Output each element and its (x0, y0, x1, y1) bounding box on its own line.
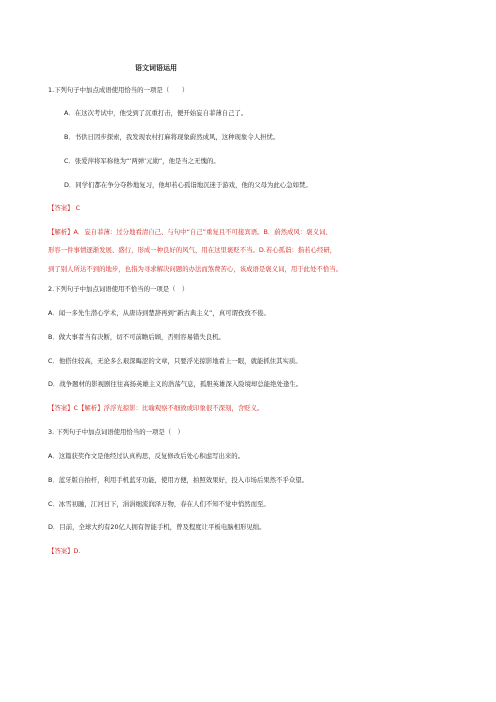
question-1-analysis-line: 到了别人所达不到的地步，也指为寻求解决问题的办法而煞费苦心，该成语是褒义词，用于此处不恰当。 (48, 265, 342, 273)
question-1-analysis-line: 【解析】A．妄自菲薄：过分地看清自己、与句中“自己”重复且不可接宾语。B．蔚然成风：褒义词、 (48, 228, 332, 236)
question-3-option-c: C．冰雪初融，江河日下，涓涓细流润泽万物，春在人们不知不觉中悄然而至。 (48, 500, 270, 508)
question-3-option-b: B．蓝牙版自拍杆，利用手机蓝牙功能，使用方便，拍照效果好，投入市场后果然不乎众望。 (48, 476, 309, 484)
question-2-option-a: A．闻一多先生潜心学术，从唐诗到楚辞再到“新古典主义”，真可谓孜孜不倦。 (48, 309, 270, 317)
question-1-answer: 【答案】 C (48, 204, 81, 212)
question-3-option-d: D．目前，全球大约有20亿人拥有智能手机，曾及程度让平板电脑相形见绌。 (48, 523, 266, 531)
question-1-option-d: D．同学们都在争分夺秒地复习，他却若心孤诣地沉迷于游戏，他的父母为此心急如焚。 (64, 181, 312, 189)
question-1-analysis-line: 形容一件事情逐渐发展、盛行，形成一种良好的风气，用在这里褒贬不当。D.若心孤诣：指若心经研， (48, 246, 337, 254)
question-2-option-b: B．做大事者当有决断，切不可前瞻后顾，否则容易错失良机。 (48, 333, 225, 341)
question-1-stem: 1.下列句子中加点成语使用恰当的一项是（ ） (48, 86, 189, 94)
question-3-option-a: A．这篇获奖作文是他经过认真构思，反复修改后处心积虑写出来的。 (48, 452, 245, 460)
question-1-option-a: A．在这次考试中，他受到了沉重打击，便开始妄自菲薄自己了。 (64, 109, 248, 117)
question-2-answer: 【答案】C【解析】浮浮光掠影：比喻观察不细致或印象很不深刻，含贬义。 (48, 404, 264, 412)
question-2-option-c: C．他搭住较高，无论多么艰深晦涩的文章，只要浮光掠影地看上一眼，就能抓住其实质。 (48, 357, 302, 365)
question-2-option-d: D．战争题材的影视剧往往高扬英雄主义的浩荡气息，孤胆英雄深入险境却总能绝处逢生。 (48, 380, 303, 388)
question-1-option-b: B．书供日因步探索，我发现农村打麻将现象蔚然成风，这种现象令人担忧。 (64, 133, 280, 141)
question-1-option-c: C．张爱萍将军称他为“‘两弹’元勋”，他是当之无愧的。 (64, 157, 220, 165)
question-3-stem: 3. 下列句子中加点词语使用恰当的一项是（ ） (48, 428, 184, 436)
question-2-stem: 2.下列句子中加点词语使用不恰当的一项是（ ） (48, 285, 189, 293)
question-3-answer: 【答案】D. (48, 547, 81, 555)
page-title: 语文词语运用 (135, 64, 177, 72)
